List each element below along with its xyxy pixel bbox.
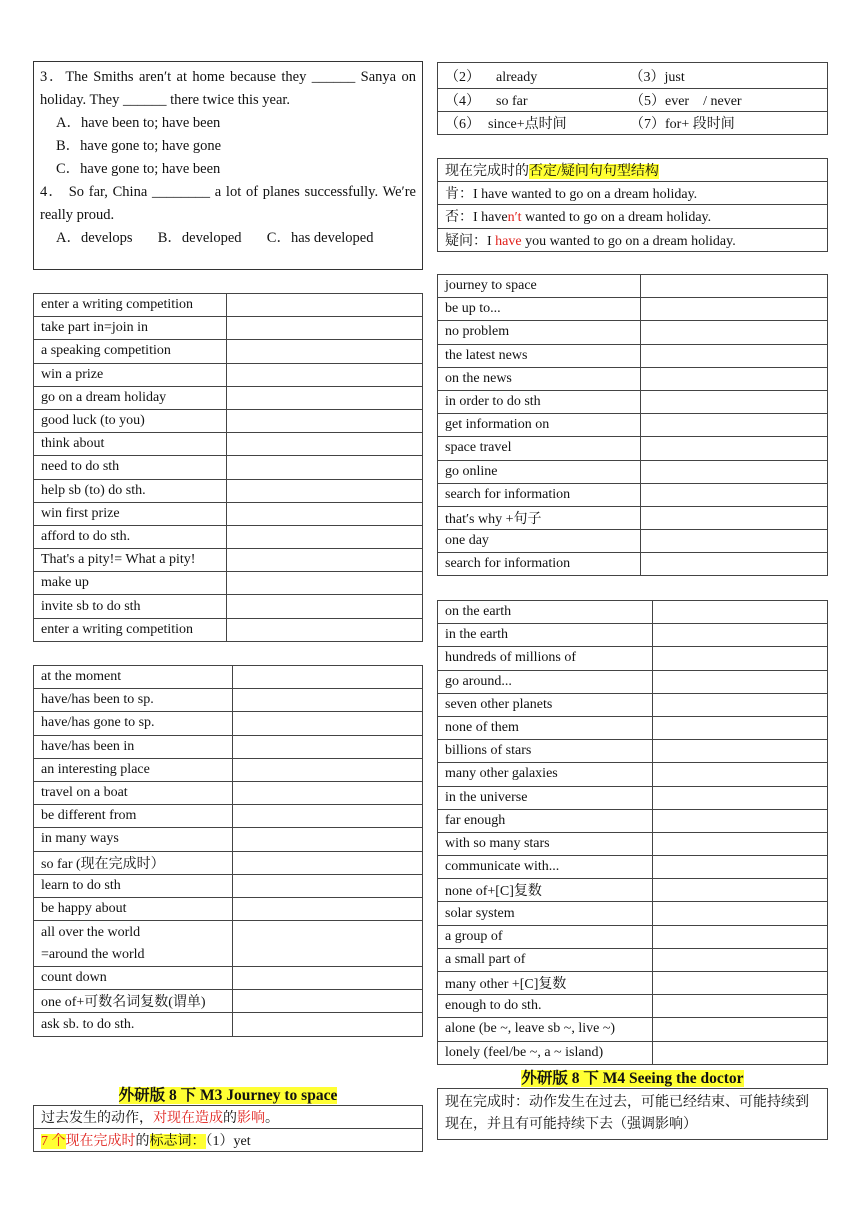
- phrase-cell: be happy about: [34, 897, 233, 920]
- marker-label-right: （3）just: [629, 69, 685, 85]
- answer-cell: [227, 549, 423, 572]
- answer-cell: [641, 298, 828, 321]
- phrase-cell: be different from: [34, 805, 233, 828]
- phrase-cell: one day: [438, 530, 641, 553]
- table-row: [438, 716, 828, 739]
- phrase-cell: search for information: [438, 483, 641, 506]
- table-row: [34, 340, 423, 363]
- question-4-option-b: B．developed: [157, 230, 242, 246]
- answer-cell: [653, 809, 828, 832]
- phrase-cell: enter a writing competition: [34, 618, 227, 641]
- phrase-cell: space travel: [438, 437, 641, 460]
- m4-title-text: 外研版 8 下 M4 Seeing the doctor: [521, 1070, 744, 1087]
- m3-notes-table: [33, 1105, 423, 1152]
- table-row: [438, 506, 828, 529]
- m3-red: 现在完成时: [65, 1134, 136, 1150]
- answer-cell: [653, 925, 828, 948]
- phrase-cell: one of+可数名词复数(谓单): [34, 990, 233, 1013]
- phrase-cell: afford to do sth.: [34, 525, 227, 548]
- marker-label-right: （7）for+ 段时间: [630, 117, 735, 132]
- answer-cell: [653, 856, 828, 879]
- table-row: [438, 530, 828, 553]
- answer-cell: [641, 414, 828, 437]
- table-row: [34, 317, 423, 340]
- phrase-cell: help sb (to) do sth.: [34, 479, 227, 502]
- phrase-cell: ask sb. to do sth.: [34, 1013, 233, 1036]
- q-highlight: have: [495, 233, 522, 249]
- answer-cell: [641, 321, 828, 344]
- q-text: 疑问：I: [445, 233, 496, 249]
- m4-title: [437, 1066, 828, 1088]
- table-row: [34, 805, 423, 828]
- phrase-text: =around the world: [41, 946, 145, 962]
- table-row: [34, 666, 423, 689]
- table-row: [34, 456, 423, 479]
- answer-cell: [227, 525, 423, 548]
- answer-cell: [641, 460, 828, 483]
- table-row: [438, 553, 828, 576]
- phrase-cell: in the earth: [438, 624, 653, 647]
- m3-red: 影响: [237, 1111, 265, 1127]
- table-row: [34, 897, 423, 920]
- m3-red-hl: 7 个: [41, 1134, 66, 1150]
- table-row: [438, 995, 828, 1018]
- sentence-structure-table: [437, 158, 828, 252]
- answer-cell: [641, 275, 828, 298]
- table-row: [438, 344, 828, 367]
- phrase-cell: get information on: [438, 414, 641, 437]
- phrase-cell: count down: [34, 967, 233, 990]
- table-row: [438, 693, 828, 716]
- phrase-cell: in the universe: [438, 786, 653, 809]
- structure-question: [438, 228, 828, 251]
- table-row: [438, 948, 828, 971]
- phrase-cell: communicate with...: [438, 856, 653, 879]
- answer-cell: [641, 367, 828, 390]
- table-row: [34, 990, 423, 1013]
- structure-heading: [438, 159, 828, 182]
- table-row: [34, 689, 423, 712]
- phrase-cell: [34, 921, 233, 967]
- phrase-cell: the latest news: [438, 344, 641, 367]
- answer-cell: [653, 948, 828, 971]
- table-row: [438, 832, 828, 855]
- table-row: [438, 972, 828, 995]
- signal-words-table: [437, 62, 828, 135]
- answer-cell: [233, 712, 423, 735]
- phrase-cell: win a prize: [34, 363, 227, 386]
- m3-hl: ：: [191, 1134, 206, 1150]
- structure-negative: [438, 205, 828, 228]
- heading-text: 现在完成时的: [445, 164, 529, 180]
- phrase-cell: lonely (feel/be ~, a ~ island): [438, 1041, 653, 1064]
- table-row: [438, 925, 828, 948]
- table-row: [34, 363, 423, 386]
- phrase-cell: many other +[C]复数: [438, 972, 653, 995]
- question-3-stem: 3．The Smiths aren′t at home because they ______ Sanya on holiday. They ______ there twice this year.: [40, 69, 416, 108]
- phrase-cell: with so many stars: [438, 832, 653, 855]
- marker-word: already: [496, 69, 538, 85]
- phrase-cell: learn to do sth: [34, 874, 233, 897]
- answer-cell: [641, 437, 828, 460]
- table-row: [438, 460, 828, 483]
- marker-label-right: （5）ever / never: [630, 94, 742, 109]
- answer-cell: [233, 1013, 423, 1036]
- phrase-table-d: [437, 600, 828, 1065]
- answer-cell: [227, 317, 423, 340]
- question-box: [33, 61, 423, 270]
- phrase-cell: invite sb to do sth: [34, 595, 227, 618]
- answer-cell: [233, 781, 423, 804]
- phrase-table-a: [33, 293, 423, 642]
- answer-cell: [641, 390, 828, 413]
- answer-cell: [233, 805, 423, 828]
- table-row: [34, 967, 423, 990]
- phrase-cell: go online: [438, 460, 641, 483]
- table-row: [34, 712, 423, 735]
- answer-cell: [227, 340, 423, 363]
- answer-cell: [227, 479, 423, 502]
- phrase-cell: a group of: [438, 925, 653, 948]
- neg-highlight: n′t: [507, 210, 522, 226]
- phrase-cell: search for information: [438, 553, 641, 576]
- answer-cell: [653, 716, 828, 739]
- answer-cell: [641, 530, 828, 553]
- answer-cell: [641, 506, 828, 529]
- answer-cell: [653, 902, 828, 925]
- phrase-cell: hundreds of millions of: [438, 647, 653, 670]
- question-4-options: [40, 227, 416, 250]
- table-row: [438, 879, 828, 902]
- phrase-table-c: [437, 274, 828, 576]
- table-row: [438, 275, 828, 298]
- m3-note-line-1: [34, 1106, 423, 1129]
- phrase-cell: many other galaxies: [438, 763, 653, 786]
- q-text-post: you wanted to go on a dream holiday.: [521, 233, 736, 249]
- question-3-option-c: C．have gone to; have been: [56, 161, 221, 177]
- phrase-cell: a speaking competition: [34, 340, 227, 363]
- question-4-stem: 4． So far, China ________ a lot of planes successfully. We′re really proud.: [40, 184, 416, 223]
- phrase-cell: have/has been to sp.: [34, 689, 233, 712]
- answer-cell: [233, 758, 423, 781]
- phrase-cell: make up: [34, 572, 227, 595]
- phrase-cell: travel on a boat: [34, 781, 233, 804]
- question-4-option-c: C．has developed: [266, 230, 374, 246]
- table-row: [34, 921, 423, 967]
- table-row: [34, 386, 423, 409]
- table-row: [34, 595, 423, 618]
- phrase-cell: have/has gone to sp.: [34, 712, 233, 735]
- answer-cell: [227, 363, 423, 386]
- m3-text: 。: [265, 1111, 279, 1127]
- phrase-cell: be up to...: [438, 298, 641, 321]
- marker-word: so far: [496, 94, 528, 109]
- table-row: [438, 390, 828, 413]
- phrase-cell: at the moment: [34, 666, 233, 689]
- answer-cell: [653, 995, 828, 1018]
- phrase-cell: on the news: [438, 367, 641, 390]
- table-row: [438, 483, 828, 506]
- phrase-cell: far enough: [438, 809, 653, 832]
- answer-cell: [653, 624, 828, 647]
- m3-text: （1）yet: [205, 1134, 251, 1150]
- table-row: [438, 670, 828, 693]
- phrase-cell: need to do sth: [34, 456, 227, 479]
- table-row: [34, 409, 423, 432]
- phrase-cell: on the earth: [438, 601, 653, 624]
- phrase-cell: journey to space: [438, 275, 641, 298]
- table-row: [438, 321, 828, 344]
- answer-cell: [233, 851, 423, 874]
- heading-highlight: 否定/疑问句句型结构: [529, 164, 659, 180]
- table-row: [438, 437, 828, 460]
- phrase-cell: enter a writing competition: [34, 294, 227, 317]
- answer-cell: [653, 832, 828, 855]
- answer-cell: [227, 595, 423, 618]
- phrase-cell: so far (现在完成时）: [34, 851, 233, 874]
- m3-text: 过去发生的动作，: [41, 1111, 153, 1127]
- question-3-option-a: A．have been to; have been: [56, 115, 221, 131]
- m3-note-line-2: [34, 1129, 423, 1152]
- table-row: [34, 549, 423, 572]
- phrase-cell: no problem: [438, 321, 641, 344]
- answer-cell: [653, 670, 828, 693]
- answer-cell: [233, 921, 423, 967]
- table-row: [438, 298, 828, 321]
- phrase-cell: in many ways: [34, 828, 233, 851]
- table-row: [34, 618, 423, 641]
- answer-cell: [233, 874, 423, 897]
- table-row: [34, 828, 423, 851]
- phrase-cell: alone (be ~, leave sb ~, live ~): [438, 1018, 653, 1041]
- phrase-cell: good luck (to you): [34, 409, 227, 432]
- table-row: [438, 367, 828, 390]
- table-row: [34, 874, 423, 897]
- table-row: [34, 758, 423, 781]
- table-row: [34, 525, 423, 548]
- signal-row: [438, 112, 828, 135]
- answer-cell: [227, 456, 423, 479]
- m4-note: 现在完成时：动作发生在过去，可能已经结束、可能持续到现在，并且有可能持续下去（强调影响）: [438, 1089, 828, 1140]
- answer-cell: [227, 294, 423, 317]
- table-row: [34, 572, 423, 595]
- table-row: [34, 781, 423, 804]
- signal-row: [438, 89, 828, 112]
- phrase-cell: a small part of: [438, 948, 653, 971]
- answer-cell: [653, 740, 828, 763]
- answer-cell: [233, 897, 423, 920]
- phrase-cell: That's a pity!= What a pity!: [34, 549, 227, 572]
- phrase-cell: have/has been in: [34, 735, 233, 758]
- phrase-cell: enough to do sth.: [438, 995, 653, 1018]
- phrase-cell: think about: [34, 433, 227, 456]
- neg-text-post: wanted to go on a dream holiday.: [521, 210, 712, 226]
- m3-title: [33, 1083, 423, 1105]
- table-row: [438, 624, 828, 647]
- marker-word: since+点时间: [488, 117, 567, 132]
- phrase-text: all over the world: [41, 924, 141, 940]
- m3-text: 的: [135, 1134, 150, 1150]
- answer-cell: [227, 409, 423, 432]
- table-row: [34, 294, 423, 317]
- table-row: [438, 740, 828, 763]
- phrase-table-b: [33, 665, 423, 1037]
- m3-title-text: 外研版 8 下 M3 Journey to space: [118, 1087, 338, 1104]
- marker-label: （4）: [445, 94, 480, 109]
- answer-cell: [227, 433, 423, 456]
- m3-red: 对现在造成: [153, 1111, 223, 1127]
- answer-cell: [233, 967, 423, 990]
- answer-cell: [653, 1041, 828, 1064]
- table-row: [34, 433, 423, 456]
- answer-cell: [653, 647, 828, 670]
- phrase-cell: none of+[C]复数: [438, 879, 653, 902]
- table-row: [438, 856, 828, 879]
- phrase-cell: solar system: [438, 902, 653, 925]
- structure-positive: 肯：I have wanted to go on a dream holiday.: [438, 182, 828, 205]
- answer-cell: [641, 483, 828, 506]
- answer-cell: [227, 386, 423, 409]
- phrase-cell: an interesting place: [34, 758, 233, 781]
- answer-cell: [641, 344, 828, 367]
- question-4-option-a: A．develops: [56, 230, 133, 246]
- phrase-cell: none of them: [438, 716, 653, 739]
- phrase-cell: that′s why +句子: [438, 506, 641, 529]
- answer-cell: [653, 879, 828, 902]
- table-row: [34, 502, 423, 525]
- table-row: [438, 786, 828, 809]
- table-row: [438, 902, 828, 925]
- neg-text: 否：I have: [445, 210, 508, 226]
- phrase-cell: billions of stars: [438, 740, 653, 763]
- answer-cell: [653, 601, 828, 624]
- table-row: [34, 1013, 423, 1036]
- answer-cell: [233, 689, 423, 712]
- phrase-cell: win first prize: [34, 502, 227, 525]
- table-row: [34, 479, 423, 502]
- phrase-cell: go around...: [438, 670, 653, 693]
- answer-cell: [233, 828, 423, 851]
- table-row: [438, 1041, 828, 1064]
- answer-cell: [653, 786, 828, 809]
- marker-label: （6）: [445, 117, 480, 132]
- answer-cell: [227, 618, 423, 641]
- question-3-option-b: B．have gone to; have gone: [56, 138, 222, 154]
- m3-hl: 标志词: [149, 1134, 192, 1150]
- table-row: [438, 763, 828, 786]
- table-row: [438, 414, 828, 437]
- phrase-cell: take part in=join in: [34, 317, 227, 340]
- phrase-cell: in order to do sth: [438, 390, 641, 413]
- table-row: [438, 601, 828, 624]
- marker-label: （2）: [445, 69, 480, 85]
- phrase-cell: seven other planets: [438, 693, 653, 716]
- answer-cell: [653, 763, 828, 786]
- answer-cell: [233, 990, 423, 1013]
- answer-cell: [227, 502, 423, 525]
- answer-cell: [641, 553, 828, 576]
- table-row: [34, 851, 423, 874]
- answer-cell: [653, 1018, 828, 1041]
- table-row: [34, 735, 423, 758]
- answer-cell: [653, 972, 828, 995]
- table-row: [438, 809, 828, 832]
- answer-cell: [233, 735, 423, 758]
- table-row: [438, 1018, 828, 1041]
- table-row: [438, 647, 828, 670]
- answer-cell: [227, 572, 423, 595]
- m4-notes-table: [437, 1088, 828, 1140]
- signal-row: [438, 63, 828, 89]
- phrase-cell: go on a dream holiday: [34, 386, 227, 409]
- answer-cell: [233, 666, 423, 689]
- m3-text: 的: [223, 1111, 237, 1127]
- answer-cell: [653, 693, 828, 716]
